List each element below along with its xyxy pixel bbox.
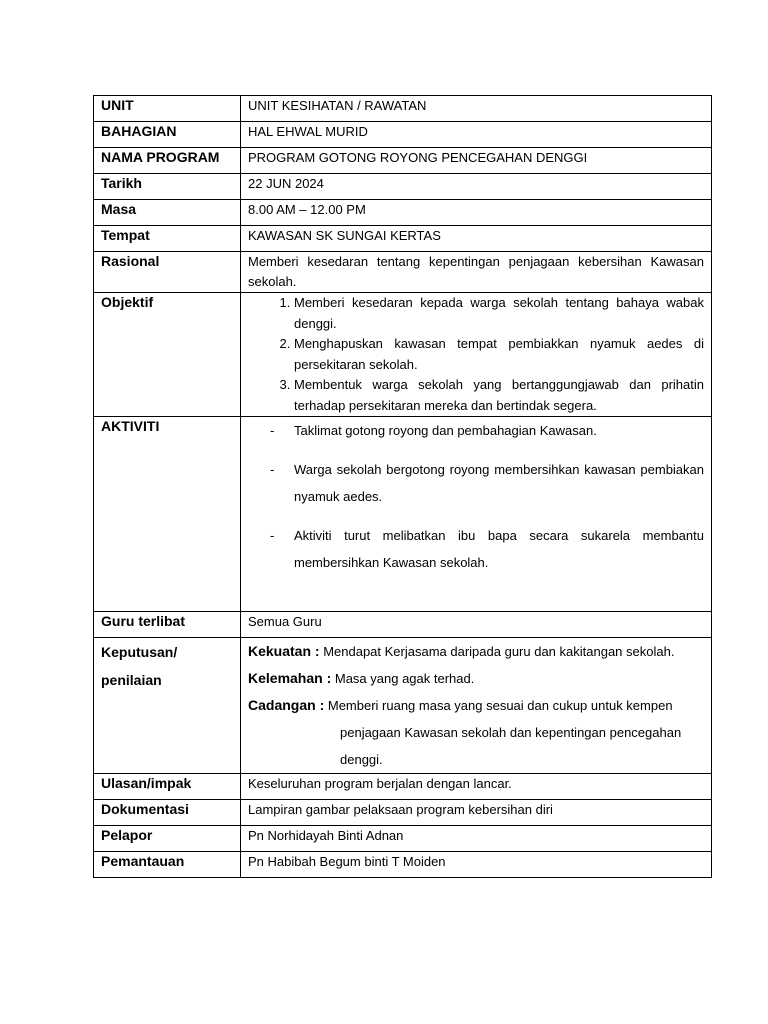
guru-label: Guru terlibat [94, 612, 241, 638]
row-rasional [94, 252, 712, 293]
kekuatan-value: Mendapat Kerjasama daripada guru dan kakitangan sekolah. [323, 644, 675, 659]
masa-value: 8.00 AM – 12.00 PM [241, 200, 712, 226]
tarikh-value: 22 JUN 2024 [241, 174, 712, 200]
aktiviti-text: Aktiviti turut melibatkan ibu bapa secara sukarela membantu membersihkan Kawasan sekolah. [294, 528, 704, 570]
kelemahan-line [248, 665, 704, 692]
row-tarikh [94, 174, 712, 200]
cadangan-line [248, 692, 704, 719]
row-nama-program [94, 148, 712, 174]
pelapor-label: Pelapor [94, 826, 241, 852]
dash-bullet: - [270, 423, 275, 438]
row-objektif [94, 293, 712, 417]
keputusan-value [241, 638, 712, 774]
keputusan-label [94, 638, 241, 774]
bahagian-value: HAL EHWAL MURID [241, 122, 712, 148]
tarikh-label: Tarikh [94, 174, 241, 200]
aktiviti-text: Warga sekolah bergotong royong membersihkan kawasan pembiakan nyamuk aedes. [294, 462, 704, 504]
dokumentasi-value: Lampiran gambar pelaksaan program kebersihan diri [241, 800, 712, 826]
row-dokumentasi [94, 800, 712, 826]
dash-bullet: - [270, 462, 275, 477]
aktiviti-item [248, 522, 704, 576]
row-pelapor [94, 826, 712, 852]
row-pemantauan [94, 852, 712, 878]
row-unit [94, 96, 712, 122]
guru-value: Semua Guru [241, 612, 712, 638]
objektif-value [241, 293, 712, 417]
row-aktiviti [94, 417, 712, 612]
kekuatan-line [248, 638, 704, 665]
report-table [93, 95, 712, 878]
objektif-list [248, 293, 704, 416]
tempat-label: Tempat [94, 226, 241, 252]
objektif-label: Objektif [94, 293, 241, 417]
rasional-label: Rasional [94, 252, 241, 293]
ulasan-value: Keseluruhan program berjalan dengan lancar. [241, 774, 712, 800]
row-bahagian [94, 122, 712, 148]
objektif-item: 3. Membentuk warga sekolah yang bertanggungjawab dan prihatin terhadap persekitaran mereka dan bertindak segera. [294, 375, 704, 416]
aktiviti-item [248, 456, 704, 510]
aktiviti-item [248, 417, 704, 444]
kelemahan-value: Masa yang agak terhad. [334, 671, 475, 686]
cadangan-value-line3: denggi. [340, 752, 383, 767]
keputusan-label-line1: Keputusan/ [101, 644, 178, 660]
dash-bullet: - [270, 528, 275, 543]
rasional-value: Memberi kesedaran tentang kepentingan penjagaan kebersihan Kawasan sekolah. [241, 252, 712, 293]
pelapor-value: Pn Norhidayah Binti Adnan [241, 826, 712, 852]
masa-label: Masa [94, 200, 241, 226]
bahagian-label: BAHAGIAN [94, 122, 241, 148]
row-keputusan [94, 638, 712, 774]
ulasan-label: Ulasan/impak [94, 774, 241, 800]
pemantauan-value: Pn Habibah Begum binti T Moiden [241, 852, 712, 878]
aktiviti-value [241, 417, 712, 612]
keputusan-label-line2: penilaian [101, 672, 162, 688]
aktiviti-text: Taklimat gotong royong dan pembahagian Kawasan. [294, 423, 597, 438]
unit-value: UNIT KESIHATAN / RAWATAN [241, 96, 712, 122]
unit-label: UNIT [94, 96, 241, 122]
nama-program-value: PROGRAM GOTONG ROYONG PENCEGAHAN DENGGI [241, 148, 712, 174]
row-ulasan [94, 774, 712, 800]
tempat-value: KAWASAN SK SUNGAI KERTAS [241, 226, 712, 252]
kelemahan-label: Kelemahan : [248, 670, 332, 686]
aktiviti-label: AKTIVITI [94, 417, 241, 612]
cadangan-value-line2: penjagaan Kawasan sekolah dan kepentingan pencegahan [340, 725, 682, 740]
objektif-item: 2. Menghapuskan kawasan tempat pembiakkan nyamuk aedes di persekitaran sekolah. [294, 334, 704, 375]
cadangan-value-line1: Memberi ruang masa yang sesuai dan cukup untuk kempen [327, 698, 673, 713]
row-guru [94, 612, 712, 638]
nama-program-label: NAMA PROGRAM [94, 148, 241, 174]
kekuatan-label: Kekuatan : [248, 643, 320, 659]
cadangan-label: Cadangan : [248, 697, 325, 713]
row-tempat [94, 226, 712, 252]
aktiviti-list [248, 417, 704, 576]
row-masa [94, 200, 712, 226]
objektif-item: 1. Memberi kesedaran kepada warga sekolah tentang bahaya wabak denggi. [294, 293, 704, 334]
dokumentasi-label: Dokumentasi [94, 800, 241, 826]
pemantauan-label: Pemantauan [94, 852, 241, 878]
